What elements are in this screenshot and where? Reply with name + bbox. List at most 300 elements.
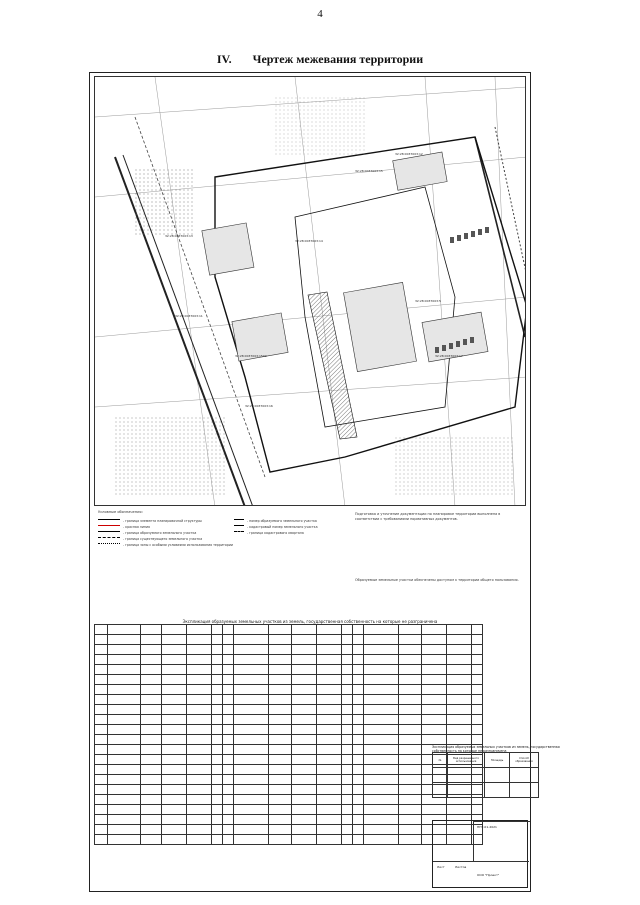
table-cell: [234, 705, 269, 715]
section-title-text: Чертеж межевания территории: [252, 52, 424, 66]
table-row: [95, 805, 483, 815]
table-cell: [353, 765, 364, 775]
table-cell: [472, 715, 483, 725]
table-cell: [108, 735, 141, 745]
table-cell: [223, 665, 234, 675]
table-cell: [317, 795, 342, 805]
table-cell: [472, 655, 483, 665]
legend-item: - граница образуемого земельного участка: [98, 530, 196, 535]
table-cell: [269, 625, 292, 635]
table-cell: [353, 745, 364, 755]
table-cell: [108, 655, 141, 665]
parcel-label: 32:28:0037003:14: [295, 239, 323, 243]
small-table-header: №: [433, 753, 448, 768]
table-cell: [269, 725, 292, 735]
table-cell: [223, 675, 234, 685]
table-cell: [317, 685, 342, 695]
table-cell: [447, 625, 472, 635]
table-cell: [342, 775, 353, 785]
table-cell: [108, 835, 141, 845]
table-cell: [223, 735, 234, 745]
table-cell: [422, 735, 447, 745]
table-cell: [269, 805, 292, 815]
table-row: [95, 755, 483, 765]
table-cell: [342, 645, 353, 655]
table-cell: [234, 755, 269, 765]
table-cell: [187, 785, 212, 795]
table-cell: [364, 755, 399, 765]
table-cell: [472, 625, 483, 635]
table-cell: [317, 815, 342, 825]
table-row: [95, 795, 483, 805]
table-cell: [269, 785, 292, 795]
table-cell: [212, 665, 223, 675]
table-cell: [108, 705, 141, 715]
table-cell: [353, 835, 364, 845]
table-cell: [353, 755, 364, 765]
table-cell: [399, 775, 422, 785]
table-cell: [364, 645, 399, 655]
table-cell: [292, 805, 317, 815]
table-cell: [95, 645, 108, 655]
table-cell: [108, 675, 141, 685]
parcel-label: 32:28:0037003:11: [175, 314, 203, 318]
table-cell: [95, 805, 108, 815]
table-cell: [141, 655, 162, 665]
table-cell: [292, 635, 317, 645]
table-cell: [141, 725, 162, 735]
table-cell: [399, 715, 422, 725]
table-cell: [234, 775, 269, 785]
table-cell: [342, 665, 353, 675]
table-cell: [108, 635, 141, 645]
table-cell: [472, 705, 483, 715]
table-cell: [422, 625, 447, 635]
table-cell: [269, 655, 292, 665]
table-cell: [342, 715, 353, 725]
table-cell: [108, 785, 141, 795]
table-cell: [223, 685, 234, 695]
parcel-label: 32:28:0037003:17: [435, 354, 463, 358]
table-cell: [447, 645, 472, 655]
table-cell: [317, 755, 342, 765]
table-cell: [342, 625, 353, 635]
table-cell: [399, 685, 422, 695]
table-cell: [422, 715, 447, 725]
stamp-sheet-label: Лист: [437, 865, 445, 869]
table-cell: [269, 835, 292, 845]
table-cell: [212, 715, 223, 725]
table-cell: [187, 665, 212, 675]
table-cell: [108, 745, 141, 755]
table-cell: [187, 685, 212, 695]
table-cell: [223, 725, 234, 735]
table-cell: [292, 755, 317, 765]
table-cell: [223, 795, 234, 805]
table-cell: [141, 675, 162, 685]
table-cell: [399, 805, 422, 815]
table-cell: [162, 825, 187, 835]
table-cell: [447, 665, 472, 675]
table-cell: [187, 825, 212, 835]
table-cell: [342, 765, 353, 775]
table-cell: [162, 655, 187, 665]
table-cell: [162, 675, 187, 685]
table-row: [95, 785, 483, 795]
table-cell: [447, 675, 472, 685]
table-cell: [447, 705, 472, 715]
table-cell: [95, 715, 108, 725]
table-cell: [108, 765, 141, 775]
table-cell: [292, 815, 317, 825]
table-cell: [353, 805, 364, 815]
table-cell: [141, 625, 162, 635]
table-cell: [187, 795, 212, 805]
table-cell: [95, 835, 108, 845]
table-cell: [269, 745, 292, 755]
table-cell: [234, 675, 269, 685]
table-cell: [212, 785, 223, 795]
table-cell: [162, 835, 187, 845]
table-cell: [187, 635, 212, 645]
table-cell: [364, 835, 399, 845]
table-cell: [422, 685, 447, 695]
table-cell: [353, 695, 364, 705]
table-cell: [162, 705, 187, 715]
table-cell: [472, 735, 483, 745]
table-cell: [447, 725, 472, 735]
legend-item: - граница зоны с особыми условиями использования территории: [98, 542, 233, 547]
table-cell: [342, 655, 353, 665]
table-cell: [162, 685, 187, 695]
table-cell: [364, 635, 399, 645]
table-cell: [422, 645, 447, 655]
table-cell: [108, 795, 141, 805]
table-cell: [317, 805, 342, 815]
table-cell: [223, 715, 234, 725]
table-row: [95, 685, 483, 695]
table-cell: [108, 775, 141, 785]
table-cell: [353, 795, 364, 805]
table-cell: [162, 645, 187, 655]
table-cell: [141, 825, 162, 835]
table-cell: [223, 705, 234, 715]
table-cell: [353, 655, 364, 665]
table-cell: [234, 825, 269, 835]
table-cell: [342, 695, 353, 705]
table-cell: [422, 635, 447, 645]
notes-block-2: Образуемые земельные участки обеспечены доступом к территории общего пользования.: [355, 578, 519, 582]
table-cell: [317, 735, 342, 745]
table-cell: [292, 745, 317, 755]
table-cell: [162, 785, 187, 795]
table-cell: [212, 755, 223, 765]
table-row: [95, 665, 483, 675]
table-cell: [317, 705, 342, 715]
stamp-code: ППТ-01-2021: [477, 825, 497, 829]
table-cell: [141, 755, 162, 765]
table-cell: [317, 715, 342, 725]
table-cell: [162, 725, 187, 735]
table-cell: [317, 765, 342, 775]
table-cell: [187, 765, 212, 775]
table-cell: [187, 625, 212, 635]
table-cell: [223, 755, 234, 765]
table-cell: [187, 675, 212, 685]
table-cell: [108, 725, 141, 735]
table-cell: [292, 675, 317, 685]
table-cell: [399, 755, 422, 765]
table-cell: [292, 735, 317, 745]
parcel-label: 32:28:0037003:1509: [235, 354, 267, 358]
table-cell: [234, 795, 269, 805]
table-cell: [234, 835, 269, 845]
table-cell: [234, 625, 269, 635]
parcel-label: 32:28:0037003:13: [165, 234, 193, 238]
table-cell: [95, 775, 108, 785]
table-cell: [317, 695, 342, 705]
table-cell: [292, 665, 317, 675]
table-cell: [292, 685, 317, 695]
table-cell: [223, 815, 234, 825]
table-cell: [162, 715, 187, 725]
table-cell: [187, 655, 212, 665]
table-row: [95, 825, 483, 835]
table-row: [95, 735, 483, 745]
table-cell: [292, 655, 317, 665]
table-cell: [342, 675, 353, 685]
table-cell: [269, 675, 292, 685]
table-cell: [141, 735, 162, 745]
table-cell: [364, 795, 399, 805]
table-cell: [364, 665, 399, 675]
legend-item: - номер образуемого земельного участка: [234, 518, 317, 523]
table-cell: [141, 715, 162, 725]
table-cell: [422, 675, 447, 685]
legend-item: - граница существующего земельного участка: [98, 536, 202, 541]
table-cell: [422, 665, 447, 675]
table-cell: [364, 765, 399, 775]
table-cell: [342, 725, 353, 735]
table-row: [95, 675, 483, 685]
table-cell: [399, 785, 422, 795]
table-cell: [162, 765, 187, 775]
table-cell: [141, 765, 162, 775]
table-cell: [342, 745, 353, 755]
table-cell: [353, 715, 364, 725]
parcel-label: 32:28:0037003:5: [415, 299, 441, 303]
table-cell: [399, 655, 422, 665]
table-cell: [317, 835, 342, 845]
table-cell: [95, 695, 108, 705]
table-cell: [108, 645, 141, 655]
table-cell: [422, 725, 447, 735]
table-cell: [212, 655, 223, 665]
table-cell: [399, 725, 422, 735]
table-cell: [187, 715, 212, 725]
table-cell: [269, 765, 292, 775]
table-cell: [364, 825, 399, 835]
table-cell: [187, 805, 212, 815]
table-cell: [141, 685, 162, 695]
small-table-header: Вид разрешенного использования: [448, 753, 485, 768]
table-cell: [353, 645, 364, 655]
table-cell: [342, 825, 353, 835]
table-cell: [342, 785, 353, 795]
table-cell: [162, 775, 187, 785]
table-cell: [187, 725, 212, 735]
stamp-org: ООО "Проект": [477, 873, 500, 877]
table-cell: [317, 775, 342, 785]
table-cell: [141, 815, 162, 825]
table-cell: [223, 835, 234, 845]
legend-item: - кадастровый номер земельного участка: [234, 524, 318, 529]
table-cell: [141, 785, 162, 795]
table-cell: [162, 665, 187, 675]
table-cell: [212, 825, 223, 835]
legend: [94, 508, 526, 616]
table-cell: [422, 705, 447, 715]
table-cell: [364, 685, 399, 695]
table-row: [95, 835, 483, 845]
table-cell: [292, 835, 317, 845]
map-drawing: [95, 77, 526, 506]
table-cell: [364, 705, 399, 715]
table-cell: [317, 635, 342, 645]
table-cell: [399, 695, 422, 705]
table-cell: [447, 715, 472, 725]
section-title: [0, 52, 640, 67]
notes-block: Подготовка и уточнение документации по планировке территории выполнена в соответствии с требованиями нормативных документов.: [355, 512, 501, 521]
table-cell: [187, 645, 212, 655]
table-cell: [353, 735, 364, 745]
table-cell: [269, 815, 292, 825]
table-cell: [292, 825, 317, 835]
table-cell: [292, 625, 317, 635]
table-cell: [317, 725, 342, 735]
table-cell: [364, 655, 399, 665]
table-cell: [108, 755, 141, 765]
table-cell: [269, 715, 292, 725]
table-cell: [364, 625, 399, 635]
small-table-title: Экспликация образуемых земельных участков из земель, государственная собственность на которые не разграничена: [432, 745, 560, 753]
table-cell: [399, 675, 422, 685]
table-cell: [399, 705, 422, 715]
table-cell: [269, 695, 292, 705]
small-table: [432, 752, 539, 798]
table-cell: [141, 795, 162, 805]
table-cell: [95, 655, 108, 665]
table-cell: [212, 675, 223, 685]
table-cell: [364, 745, 399, 755]
table-cell: [234, 765, 269, 775]
table-cell: [353, 705, 364, 715]
legend-item: - граница кадастрового квартала: [234, 530, 304, 535]
table-cell: [212, 735, 223, 745]
table-cell: [108, 625, 141, 635]
table-cell: [269, 775, 292, 785]
table-cell: [353, 675, 364, 685]
parcel-label: 32:28:0037003:15: [355, 169, 383, 173]
table-cell: [364, 735, 399, 745]
table-cell: [472, 725, 483, 735]
table-cell: [269, 665, 292, 675]
table-row: [95, 645, 483, 655]
table-cell: [95, 795, 108, 805]
table-row: [95, 625, 483, 635]
table-cell: [95, 735, 108, 745]
parcel-table: [94, 624, 483, 845]
table-cell: [162, 755, 187, 765]
table-cell: [212, 635, 223, 645]
table-row: [95, 745, 483, 755]
table-cell: [212, 765, 223, 775]
table-cell: [108, 665, 141, 675]
table-cell: [399, 635, 422, 645]
table-cell: [223, 695, 234, 705]
table-row: [95, 765, 483, 775]
table-cell: [399, 745, 422, 755]
table-cell: [269, 705, 292, 715]
table-cell: [317, 625, 342, 635]
table-cell: [212, 725, 223, 735]
table-cell: [269, 825, 292, 835]
table-cell: [292, 705, 317, 715]
table-cell: [353, 685, 364, 695]
table-cell: [187, 775, 212, 785]
table-cell: [399, 815, 422, 825]
table-cell: [447, 735, 472, 745]
table-cell: [187, 705, 212, 715]
stamp-sheets-label: Листов: [455, 865, 467, 869]
table-cell: [399, 665, 422, 675]
table-cell: [141, 745, 162, 755]
table-cell: [212, 805, 223, 815]
table-cell: [342, 705, 353, 715]
table-cell: [187, 815, 212, 825]
table-cell: [422, 805, 447, 815]
legend-title: Условные обозначения:: [98, 510, 143, 514]
table-cell: [353, 725, 364, 735]
table-cell: [317, 745, 342, 755]
table-cell: [399, 625, 422, 635]
table-cell: [141, 695, 162, 705]
table-cell: [234, 635, 269, 645]
table-cell: [212, 705, 223, 715]
legend-item: - граница элемента планировочной структуры: [98, 518, 202, 523]
table-cell: [447, 805, 472, 815]
table-cell: [342, 815, 353, 825]
table-cell: [364, 785, 399, 795]
table-cell: [108, 815, 141, 825]
table-cell: [141, 645, 162, 655]
table-cell: [223, 745, 234, 755]
table-row: [95, 705, 483, 715]
table-cell: [472, 675, 483, 685]
table-cell: [95, 635, 108, 645]
parcel-label: 32:28:0037003:12: [395, 152, 423, 156]
table-cell: [353, 785, 364, 795]
table-cell: [162, 735, 187, 745]
table-cell: [269, 795, 292, 805]
table-row: [95, 725, 483, 735]
table-cell: [223, 635, 234, 645]
table-cell: [269, 635, 292, 645]
table-cell: [187, 755, 212, 765]
table-cell: [472, 635, 483, 645]
table-cell: [141, 635, 162, 645]
table-cell: [234, 655, 269, 665]
